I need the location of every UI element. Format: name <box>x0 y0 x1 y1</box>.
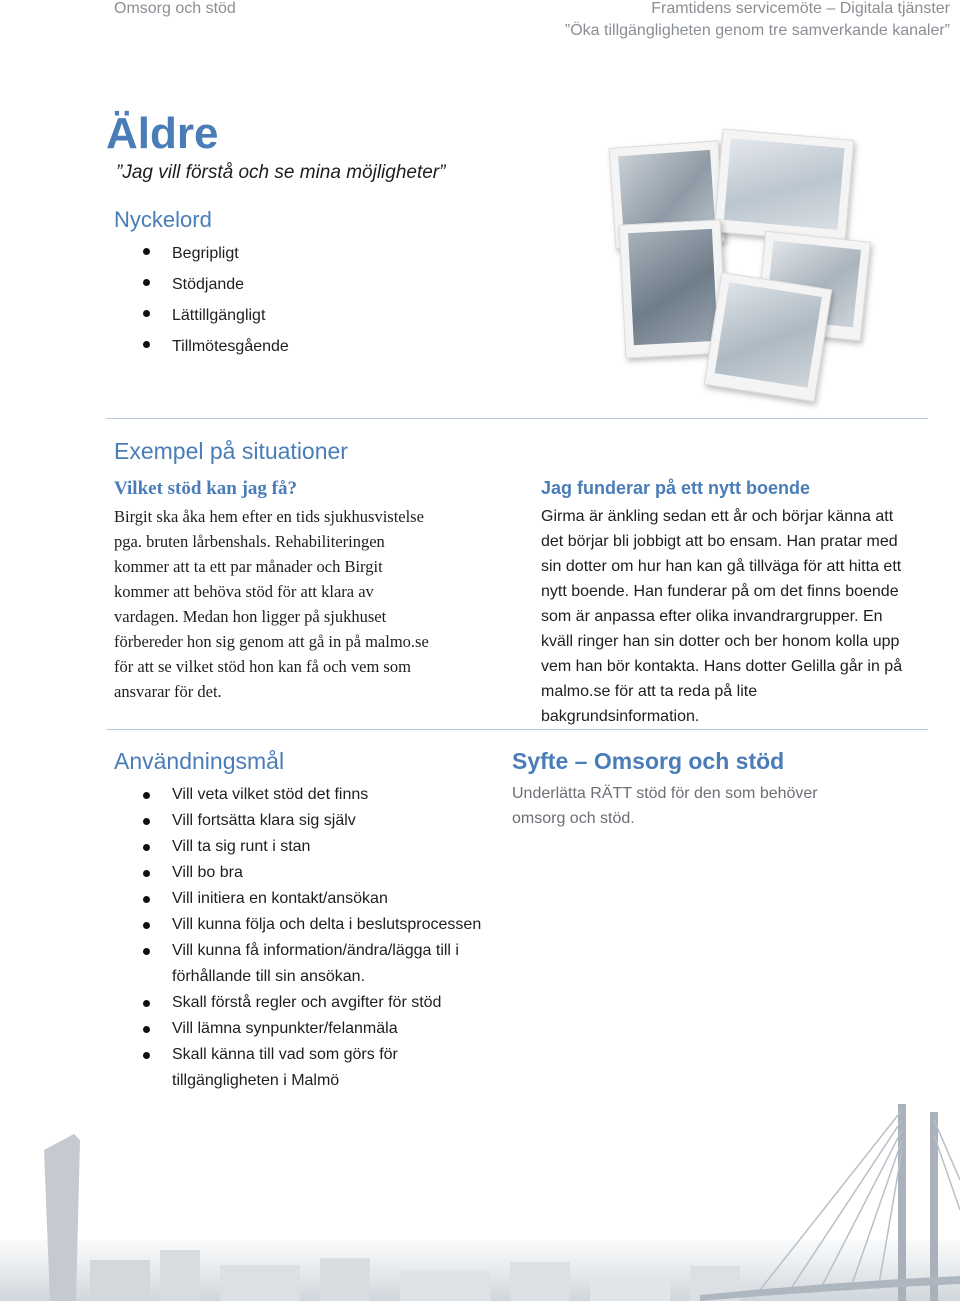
page-title: Äldre <box>106 109 219 158</box>
example-left-line: ansvarar för det. <box>114 682 222 701</box>
keywords-heading: Nyckelord <box>114 207 212 232</box>
divider-middle <box>106 729 928 730</box>
usage-item: Vill veta vilket stöd det finns <box>114 782 504 808</box>
example-right-line: det börjar bli jobbigt att bo ensam. Han pratar med <box>541 533 898 550</box>
purpose-text <box>512 781 912 831</box>
example-left-line: kommer att behöva stöd för att klara av <box>114 582 374 601</box>
example-right-line: bakgrundsinformation. <box>541 708 700 725</box>
example-right-line: nytt boende. Han funderar på om det finns boende <box>541 583 899 600</box>
photo-woman-blonde <box>714 128 855 243</box>
header-right <box>565 0 950 42</box>
keywords-list <box>114 238 444 362</box>
usage-item: Vill kunna följa och delta i beslutsprocessen <box>114 912 504 938</box>
example-right-subheading: Jag funderar på ett nytt boende <box>541 478 811 498</box>
usage-item: Vill initiera en kontakt/ansökan <box>114 886 504 912</box>
example-right-text <box>541 504 941 729</box>
usage-item: Vill lämna synpunkter/felanmäla <box>114 1016 504 1042</box>
example-left-line: för att se vilket stöd hon kan få och vem som <box>114 657 411 676</box>
usage-list <box>114 782 504 1094</box>
example-right-line: Girma är änkling sedan ett år och börjar känna att <box>541 508 894 525</box>
usage-item: Skall förstå regler och avgifter för stöd <box>114 990 504 1016</box>
malmo-skyline-illustration <box>0 1090 960 1301</box>
examples-heading: Exempel på situationer <box>114 438 348 464</box>
usage-item: Vill fortsätta klara sig själv <box>114 808 504 834</box>
keyword-item: Tillmötesgående <box>114 331 444 362</box>
example-left-line: Birgit ska åka hem efter en tids sjukhusvistelse <box>114 507 424 526</box>
example-left-line: förbereder hon sig genom att gå in på malmo.se <box>114 632 429 651</box>
usage-item: Vill ta sig runt i stan <box>114 834 504 860</box>
example-left-text <box>114 504 494 704</box>
example-left-line: pga. bruten lårbenshals. Rehabiliteringen <box>114 532 385 551</box>
example-right-line: malmo.se för att ta reda på lite <box>541 683 758 700</box>
keyword-item: Begripligt <box>114 238 444 269</box>
header-right-line2: ”Öka tillgängligheten genom tre samverkande kanaler” <box>564 22 950 39</box>
page-quote: ”Jag vill förstå och se mina möjligheter” <box>116 162 446 183</box>
purpose-heading: Syfte – Omsorg och stöd <box>512 748 785 774</box>
keyword-item: Stödjande <box>114 269 444 300</box>
example-right-line: vem han bör kontakta. Hans dotter Gelilla går in på <box>541 658 903 675</box>
usage-item: Vill bo bra <box>114 860 504 886</box>
usage-item: Skall känna till vad som görs för tillgängligheten i Malmö <box>114 1042 504 1094</box>
header-right-line1: Framtidens servicemöte – Digitala tjänster <box>651 0 950 17</box>
keyword-item: Lättillgängligt <box>114 300 444 331</box>
header-left: Omsorg och stöd <box>114 0 236 17</box>
usage-item: Vill kunna få information/ändra/lägga till i förhållande till sin ansökan. <box>114 938 504 990</box>
example-right-line: kväll ringer han sin dotter och ber honom kolla upp <box>541 633 900 650</box>
example-left-subheading: Vilket stöd kan jag få? <box>114 478 297 499</box>
example-right-line: som är anpassa efter olika invandrargrupper. En <box>541 608 883 625</box>
photo-collage <box>600 130 880 410</box>
photo-girl <box>704 272 832 402</box>
purpose-line: omsorg och stöd. <box>512 810 635 827</box>
divider-top <box>106 418 928 419</box>
example-right-line: sin dotter om hur han kan gå tillväga för att hitta ett <box>541 558 902 575</box>
example-left-line: vardagen. Medan hon ligger på sjukhuset <box>114 607 387 626</box>
purpose-line: Underlätta RÄTT stöd för den som behöver <box>512 785 818 802</box>
example-left-line: kommer att ta ett par månader och Birgit <box>114 557 383 576</box>
usage-heading: Användningsmål <box>114 748 285 774</box>
